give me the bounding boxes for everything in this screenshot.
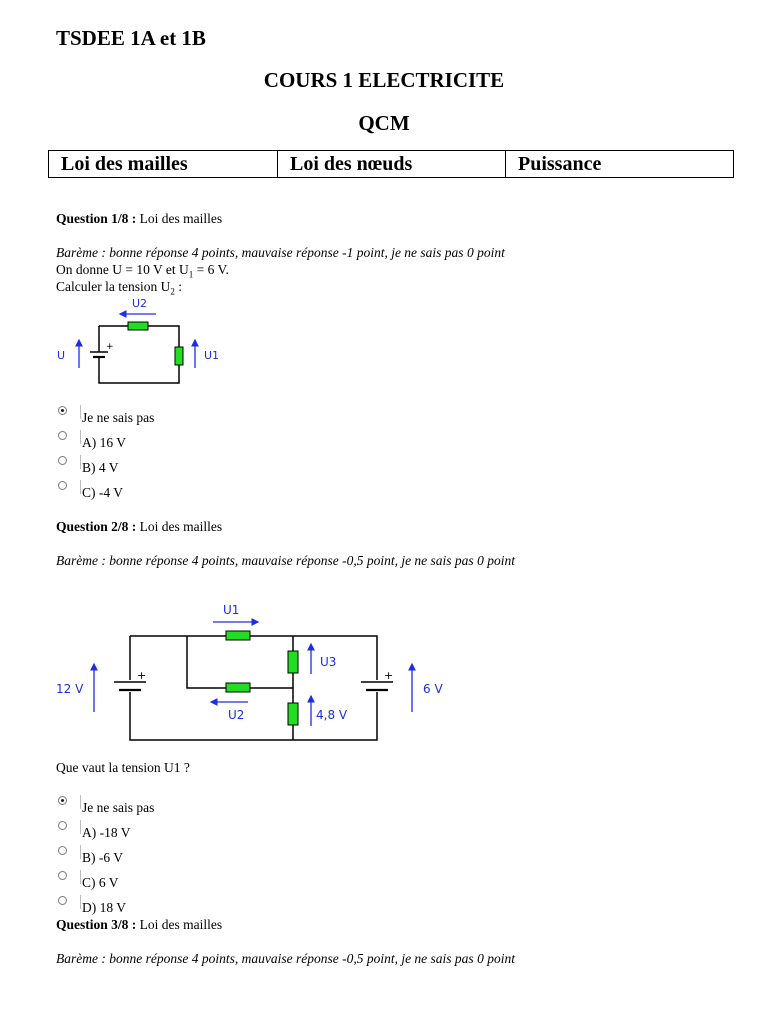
q2-u1-label: U1 (223, 603, 240, 617)
q1-radio-b[interactable] (58, 456, 67, 465)
qcm-title: QCM (358, 111, 410, 135)
q2-radio-c[interactable] (58, 871, 67, 880)
q1-given-prefix: On donne U = 10 V et U (56, 262, 189, 277)
q2-resistor-u1 (226, 631, 250, 640)
category-cell-puissance: Puissance (518, 153, 602, 175)
category-cell-noeuds: Loi des nœuds (278, 151, 506, 177)
q2-radio-a[interactable] (58, 821, 67, 830)
q1-ask-prefix: Calculer la tension U (56, 279, 171, 294)
q2-bareme: Barème : bonne réponse 4 points, mauvaise réponse -0,5 point, je ne sais pas 0 point (56, 553, 515, 568)
q2-label: Question 2/8 : (56, 519, 137, 534)
q2-wire-top (130, 636, 377, 680)
q1-u-label: U (57, 349, 66, 362)
q1-resistor-top (128, 322, 148, 330)
q2-option-dont-know[interactable]: Je ne sais pas (82, 800, 155, 815)
q2-ask: Que vaut la tension U1 ? (56, 760, 190, 775)
q1-given-suffix: = 6 V. (193, 262, 229, 277)
class-name: TSDEE 1A et 1B (56, 26, 206, 50)
course-title: COURS 1 ELECTRICITE (263, 68, 505, 92)
q1-given-sub: 1 (188, 269, 194, 280)
q1-option-b[interactable]: B) 4 V (82, 460, 119, 475)
q2-resistor-48v (288, 703, 298, 725)
q1-heading (56, 211, 222, 227)
q2-option-b[interactable]: B) -6 V (82, 850, 124, 865)
q2-option-a[interactable]: A) -18 V (82, 825, 131, 840)
q2-heading (56, 519, 222, 535)
q1-circuit-diagram (48, 296, 238, 392)
q2-option-c[interactable]: C) 6 V (82, 875, 119, 890)
q1-ask-sub: 2 (170, 286, 175, 297)
q2-12v-label: 12 V (56, 682, 84, 696)
q1-radio-c[interactable] (58, 481, 67, 490)
q1-wire-loop (99, 326, 179, 383)
q1-radio-a[interactable] (58, 431, 67, 440)
q1-battery-plus: + (106, 342, 114, 352)
q2-resistor-u2 (226, 683, 250, 692)
q1-topic: Loi des mailles (136, 211, 223, 226)
q2-u2-label: U2 (228, 708, 245, 722)
q1-resistor-right (175, 347, 183, 365)
q1-label: Question 1/8 : (56, 211, 137, 226)
q1-radio-dont-know[interactable] (58, 406, 67, 415)
q1-option-a[interactable]: A) 16 V (82, 435, 127, 450)
q1-u2-label: U2 (132, 297, 148, 310)
q2-topic: Loi des mailles (136, 519, 223, 534)
q2-radio-b[interactable] (58, 846, 67, 855)
q2-radio-d[interactable] (58, 896, 67, 905)
q2-6v-label: 6 V (423, 682, 443, 696)
q1-bareme: Barème : bonne réponse 4 points, mauvaise réponse -1 point, je ne sais pas 0 point (56, 245, 505, 260)
q2-u3-label: U3 (320, 655, 337, 669)
q1-option-dont-know[interactable]: Je ne sais pas (82, 410, 155, 425)
q2-option-d[interactable]: D) 18 V (82, 900, 127, 915)
category-table (48, 150, 734, 178)
q3-topic: Loi des mailles (136, 917, 223, 932)
q2-radio-dont-know[interactable] (58, 796, 67, 805)
category-cell-mailles: Loi des mailles (49, 151, 278, 177)
q2-circuit-diagram (48, 596, 458, 746)
q2-wire-inner (187, 636, 293, 688)
q3-heading (56, 917, 222, 933)
q2-battery-right-plus: + (384, 669, 394, 682)
q3-bareme: Barème : bonne réponse 4 points, mauvaise réponse -0,5 point, je ne sais pas 0 point (56, 951, 515, 966)
q1-option-c[interactable]: C) -4 V (82, 485, 124, 500)
q1-u1-label: U1 (204, 349, 220, 362)
q2-resistor-u3 (288, 651, 298, 673)
q2-48v-label: 4,8 V (316, 708, 348, 722)
q1-ask-suffix: : (174, 279, 182, 294)
q2-battery-left-plus: + (137, 669, 147, 682)
q3-label: Question 3/8 : (56, 917, 137, 932)
